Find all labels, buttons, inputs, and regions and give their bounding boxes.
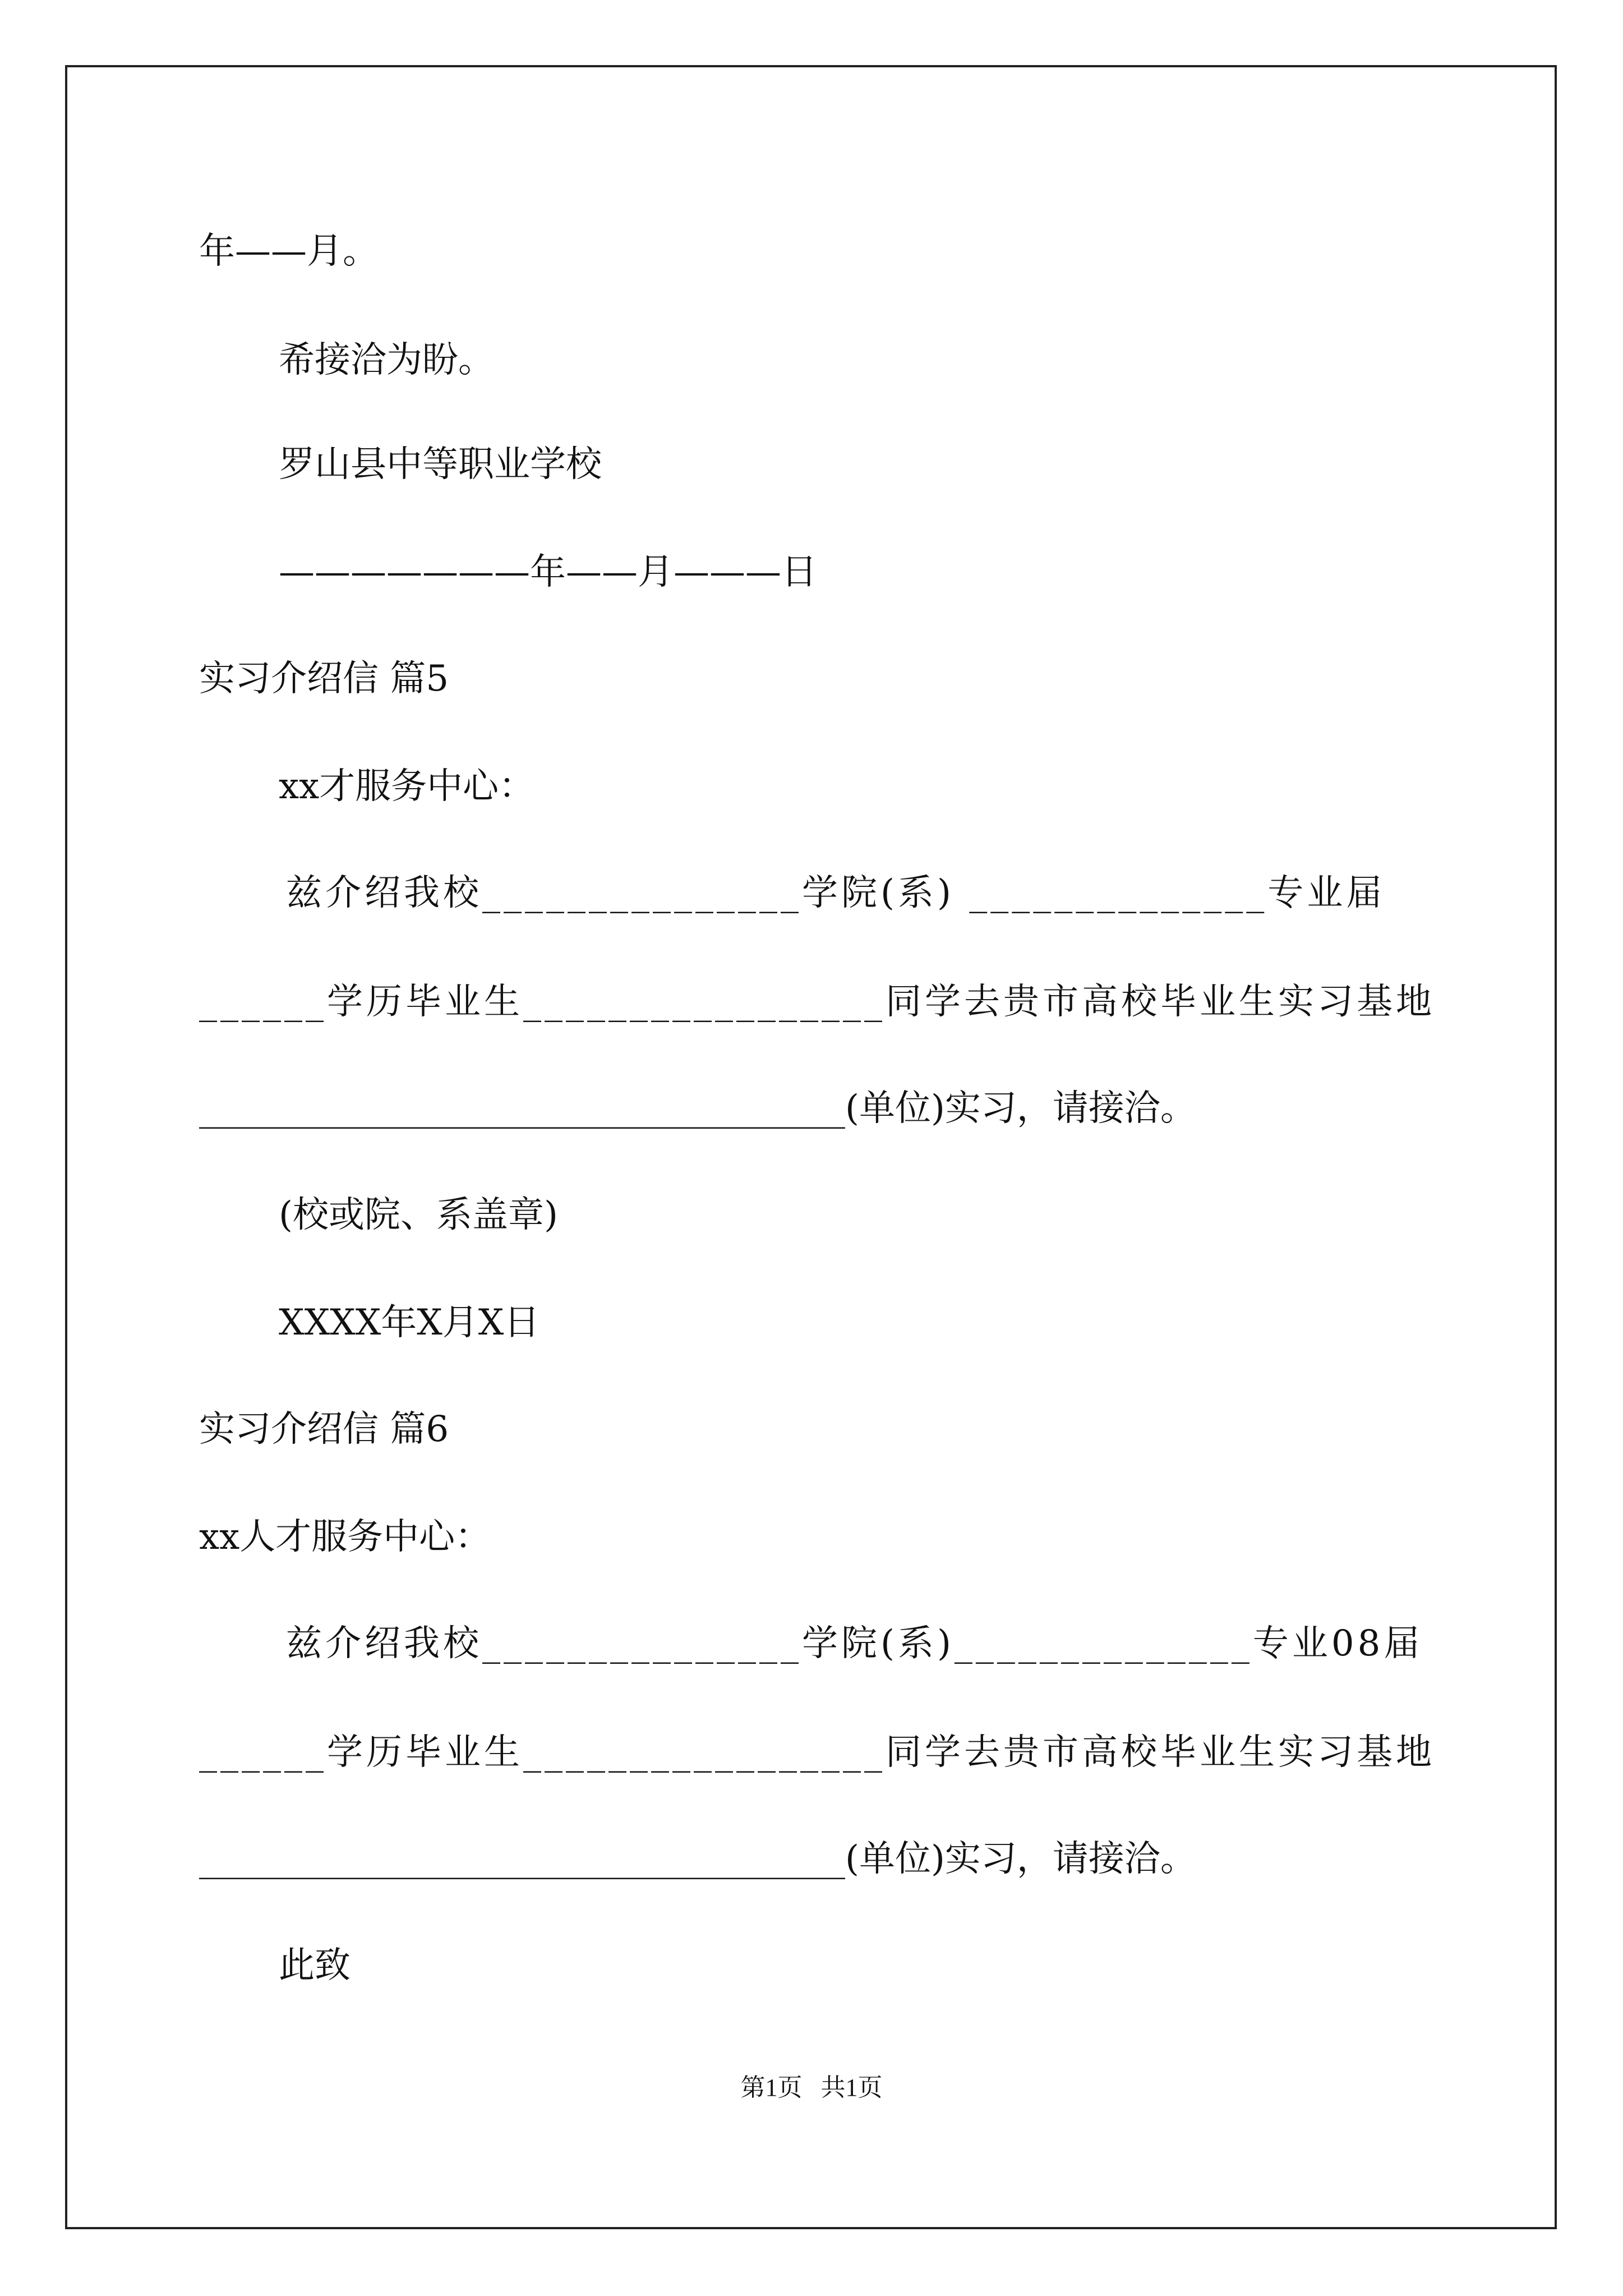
page-border — [65, 65, 1557, 2229]
text-line-2: 希接洽为盼。 — [279, 339, 494, 381]
recipient-line: xx才服务中心： — [279, 766, 535, 807]
unit-line-2: ____________________________________(单位)实习，请接洽。 — [199, 1838, 1196, 1880]
signature-date: XXXX年X月X日 — [279, 1302, 540, 1343]
closing-line: 此致 — [279, 1945, 351, 1986]
introduction-line-2: 兹介绍我校_______________学院(系)______________专业08届 — [286, 1623, 1423, 1664]
section-heading-5: 实习介绍信 篇5 — [199, 658, 449, 700]
graduate-line-2: ______学历毕业生_________________同学去贵市高校毕业生实习基地 — [199, 1732, 1435, 1773]
date-line: ———————年——月———日 — [279, 551, 817, 593]
section-heading-6: 实习介绍信 篇6 — [199, 1409, 449, 1450]
seal-line: (校或院、系盖章) — [279, 1194, 558, 1236]
unit-line: ____________________________________(单位)实习，请接洽。 — [199, 1088, 1196, 1129]
graduate-line: ______学历毕业生_________________同学去贵市高校毕业生实习基地 — [199, 981, 1435, 1023]
school-name: 罗山县中等职业学校 — [279, 444, 602, 485]
text-line-1: 年——月。 — [199, 231, 379, 272]
recipient-line-2: xx人才服务中心： — [199, 1516, 491, 1558]
introduction-line: 兹介绍我校_______________学院(系) ______________专业届 — [286, 872, 1386, 914]
page-number-footer: 第1页 共1页 — [740, 2074, 883, 2101]
